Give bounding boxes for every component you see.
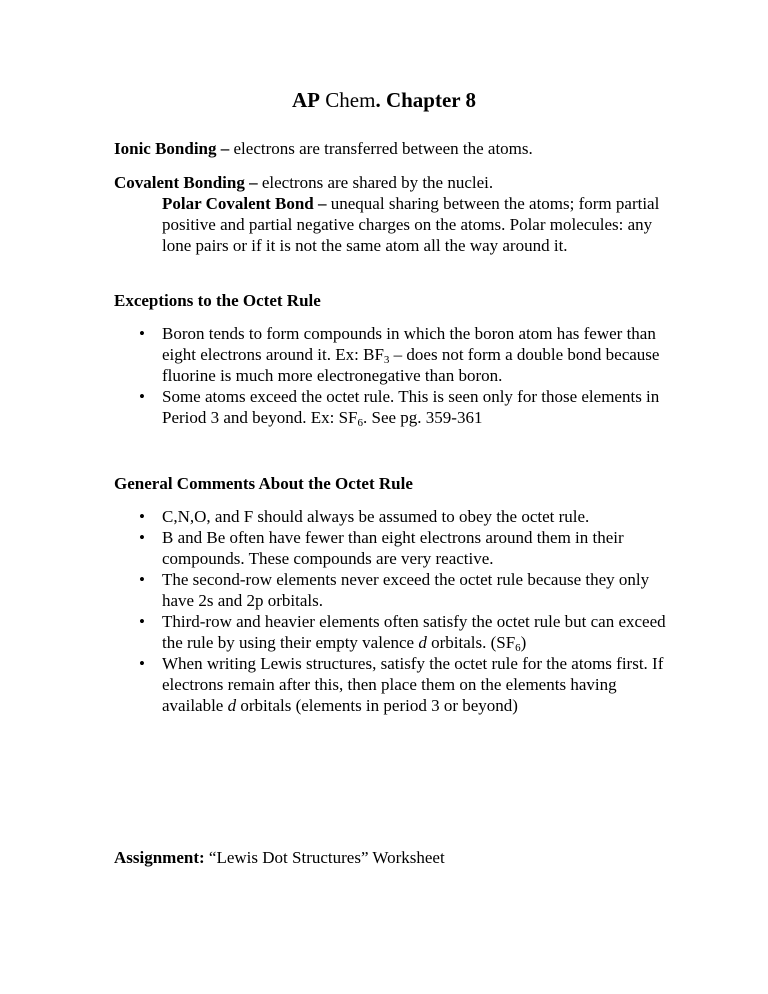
exceptions-item-boron: • Boron tends to form compounds in which the boron atom has fewer than eight electrons around it. Ex: $BF_3$ – does not form a double bond because fluorine is much more electronegative than boron. <box>114 323 674 386</box>
covalent-text: electrons are shared by the nuclei. <box>257 173 494 192</box>
covalent-bonding-definition <box>114 172 734 193</box>
polar-term: Polar Covalent Bond – <box>162 194 327 213</box>
general-item-lewis: • When writing Lewis structures, satisfy the octet rule for the atoms first. If electrons remain after this, then place them on the elements having available d orbitals (elements in period 3 or beyond) <box>114 653 674 716</box>
general-comments-heading: General Comments About the Octet Rule <box>114 474 413 493</box>
assignment-line <box>114 847 734 868</box>
ionic-bonding-definition <box>114 138 734 159</box>
general-item-b-be: • B and Be often have fewer than eight electrons around them in their compounds. These compounds are very reactive. <box>114 527 674 569</box>
title-ap: AP <box>292 88 321 112</box>
page-title <box>0 90 768 111</box>
general-item-second-row: • The second-row elements never exceed the octet rule because they only have 2s and 2p orbitals. <box>114 569 674 611</box>
covalent-term: Covalent Bonding – <box>114 173 258 192</box>
exceptions-item-exceed: • Some atoms exceed the octet rule. This is seen only for those elements in Period 3 and beyond. Ex: $SF_6$. See pg. 359-361 <box>114 386 674 428</box>
general-item-cnof: • C,N,O, and F should always be assumed to obey the octet rule. <box>114 506 674 527</box>
exceptions-list <box>114 323 674 428</box>
covalent-section <box>114 172 734 256</box>
general-item-third-row: • Third-row and heavier elements often satisfy the octet rule but can exceed the rule by using their empty valence d orbitals. $(SF_6)$ <box>114 611 674 653</box>
assignment-label: Assignment: <box>114 848 205 867</box>
polar-covalent-definition <box>114 193 667 256</box>
ionic-term: Ionic Bonding – <box>114 139 230 158</box>
polar-text: unequal sharing between the atoms; form partial positive and partial negative charges on the atoms. Polar molecules: any lone pairs or if it is not the same atom all the way around it. <box>162 194 660 255</box>
assignment-text: “Lewis Dot Structures” Worksheet <box>204 848 445 867</box>
ionic-text: electrons are transferred between the atoms. <box>229 139 533 158</box>
exceptions-heading: Exceptions to the Octet Rule <box>114 291 321 310</box>
title-chapter: . Chapter 8 <box>375 88 476 112</box>
general-comments-list <box>114 506 674 716</box>
title-chem: Chem <box>320 88 376 112</box>
